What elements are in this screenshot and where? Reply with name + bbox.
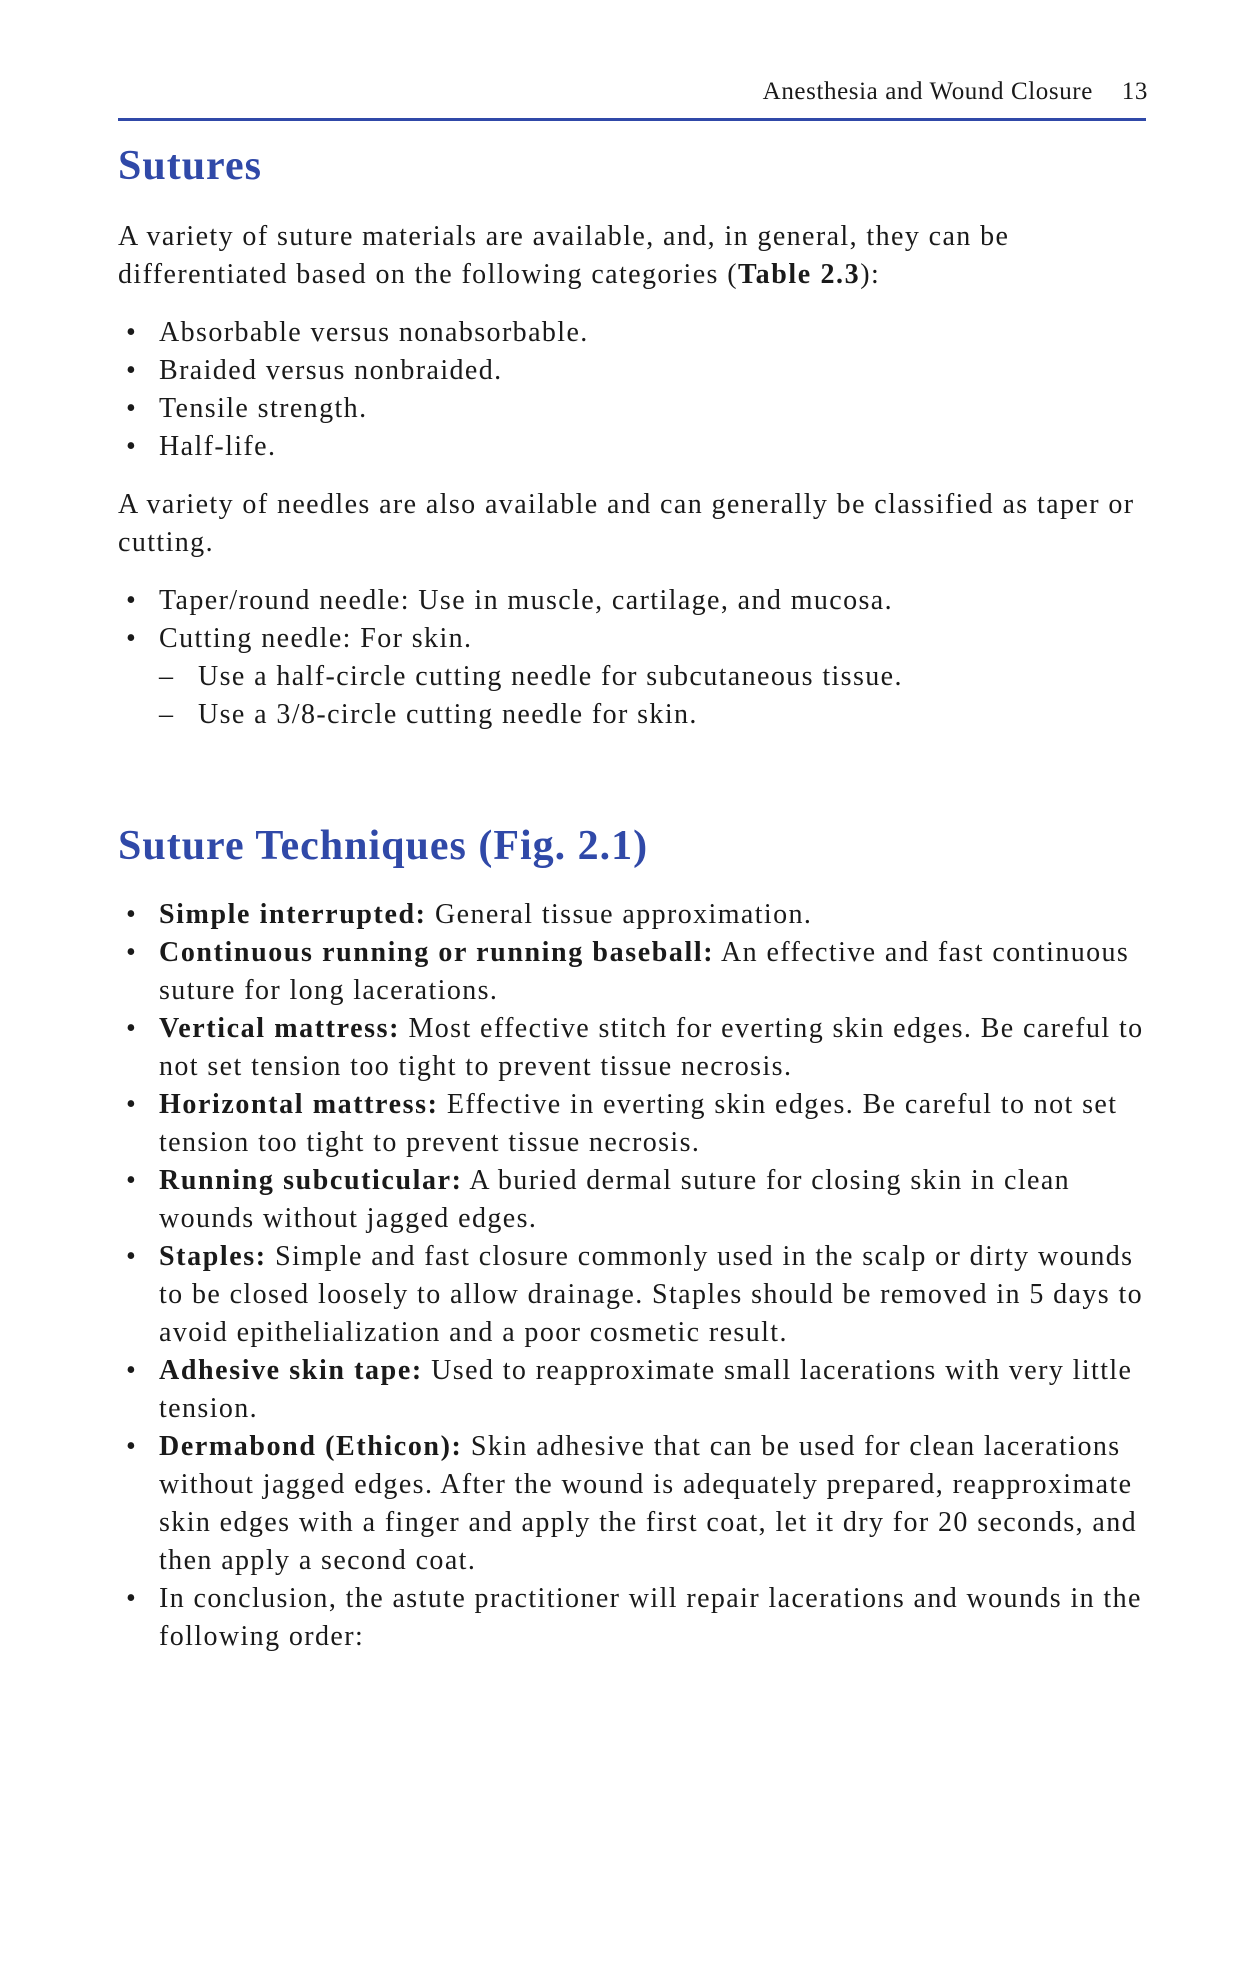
bullet-marker: •: [126, 899, 138, 930]
technique-list: [118, 896, 1148, 1656]
bullet-marker: •: [126, 393, 138, 424]
technique-description: Used to reapproximate small lacerations with very little tension.: [159, 1355, 1133, 1424]
technique-description: Most effective stitch for everting skin edges. Be careful to not set tension too tight to prevent tissue necrosis.: [159, 1013, 1144, 1082]
sutures-intro-paragraph: [118, 218, 1148, 294]
list-item: [118, 934, 1148, 1010]
suture-category-list: [118, 314, 1148, 466]
technique-term: Simple interrupted:: [159, 899, 427, 930]
technique-description: Simple and fast closure commonly used in the scalp or dirty wounds to be closed loosely to allow drainage. Staples should be removed in 5 days to avoid epithelialization and a poor cosmetic result.: [159, 1241, 1144, 1348]
list-item: [118, 582, 1148, 620]
bullet-marker: •: [126, 1583, 138, 1614]
technique-description: General tissue approximation.: [426, 899, 813, 930]
technique-term: Staples:: [159, 1241, 267, 1272]
list-item: [118, 1086, 1148, 1162]
technique-description: In conclusion, the astute practitioner will repair lacerations and wounds in the following order:: [159, 1583, 1142, 1652]
needle-type-text: Taper/round needle: Use in muscle, cartilage, and mucosa.: [159, 585, 894, 616]
list-item: [118, 1162, 1148, 1238]
bullet-marker: •: [126, 1165, 138, 1196]
section-title-suture-techniques: Suture Techniques (Fig. 2.1): [118, 823, 649, 869]
category-text: Absorbable versus nonabsorbable.: [159, 317, 589, 348]
dash-marker: –: [159, 699, 175, 730]
dash-marker: –: [159, 661, 175, 692]
technique-description: A buried dermal suture for closing skin in clean wounds without jagged edges.: [159, 1165, 1071, 1234]
list-item: [118, 390, 1148, 428]
list-item: [118, 314, 1148, 352]
technique-description: Skin adhesive that can be used for clean lacerations without jagged edges. After the wound is adequately prepared, reapproximate skin edges with a finger and apply the first coat, let it dry for 20 seconds, and then apply a second coat.: [159, 1431, 1138, 1576]
bullet-marker: •: [126, 1013, 138, 1044]
list-item: [118, 620, 1148, 734]
header-rule: [118, 118, 1146, 121]
technique-term: Continuous running or running baseball:: [159, 937, 715, 968]
bullet-marker: •: [126, 1241, 138, 1272]
section-title-sutures: Sutures: [118, 143, 262, 189]
technique-term: Adhesive skin tape:: [159, 1355, 423, 1386]
sutures-intro-text: A variety of suture materials are available, and, in general, they can be differentiated based on the following categories (: [118, 221, 1010, 290]
technique-term: Vertical mattress:: [159, 1013, 401, 1044]
list-item: [118, 352, 1148, 390]
category-text: Half-life.: [159, 431, 277, 462]
list-item: [118, 1010, 1148, 1086]
running-header: [118, 78, 1148, 106]
bullet-marker: •: [126, 937, 138, 968]
technique-description: An effective and fast continuous suture for long lacerations.: [159, 937, 1130, 1006]
bullet-marker: •: [126, 623, 138, 654]
bullet-marker: •: [126, 1431, 138, 1462]
category-text: Tensile strength.: [159, 393, 368, 424]
bullet-marker: •: [126, 431, 138, 462]
page-number: 13: [1121, 78, 1148, 105]
needle-type-list: [118, 582, 1148, 734]
sub-item-text: Use a half-circle cutting needle for subcutaneous tissue.: [198, 661, 903, 692]
bullet-marker: •: [126, 585, 138, 616]
sutures-section: [118, 142, 1148, 734]
cutting-needle-sublist: [159, 658, 1148, 734]
list-item: [118, 1428, 1148, 1580]
list-item: [118, 896, 1148, 934]
suture-techniques-section: [118, 822, 1148, 1656]
bullet-marker: •: [126, 1355, 138, 1386]
sub-list-item: [159, 658, 1148, 696]
needle-type-text: Cutting needle: For skin.: [159, 623, 473, 654]
sub-list-item: [159, 696, 1148, 734]
running-title: Anesthesia and Wound Closure: [762, 78, 1093, 105]
sub-item-text: Use a 3/8-circle cutting needle for skin.: [198, 699, 698, 730]
list-item: [118, 1580, 1148, 1656]
technique-term: Running subcuticular:: [159, 1165, 463, 1196]
technique-description: Effective in everting skin edges. Be careful to not set tension too tight to prevent tissue necrosis.: [159, 1089, 1118, 1158]
bullet-marker: •: [126, 317, 138, 348]
list-item: [118, 428, 1148, 466]
table-reference: Table 2.3: [737, 259, 861, 290]
needles-intro-paragraph: A variety of needles are also available and can generally be classified as taper or cutting.: [118, 489, 1135, 558]
bullet-marker: •: [126, 1089, 138, 1120]
bullet-marker: •: [126, 355, 138, 386]
technique-term: Horizontal mattress:: [159, 1089, 439, 1120]
list-item: [118, 1352, 1148, 1428]
list-item: [118, 1238, 1148, 1352]
sutures-intro-tail: ):: [860, 259, 881, 290]
technique-term: Dermabond (Ethicon):: [159, 1431, 463, 1462]
category-text: Braided versus nonbraided.: [159, 355, 503, 386]
